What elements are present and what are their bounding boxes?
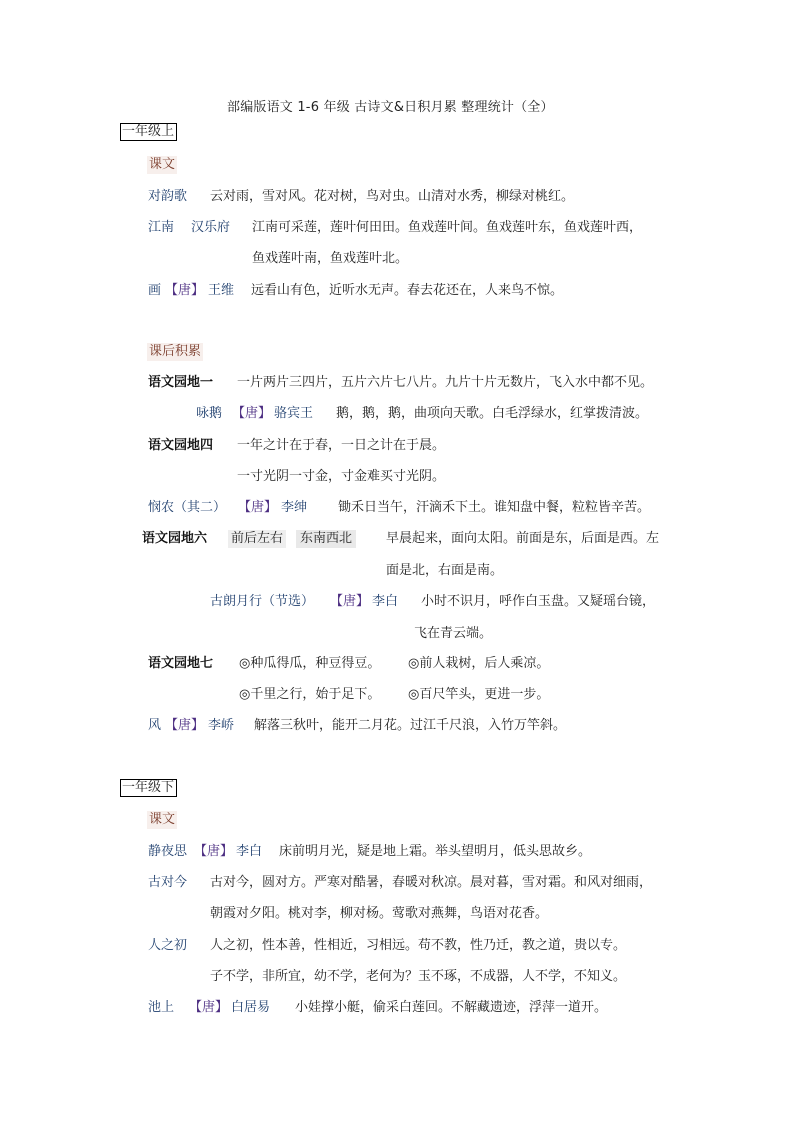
poem-author-jingyesi: 李白 <box>236 844 263 859</box>
poem-dynasty-jingyesi: 【唐】 <box>194 844 234 859</box>
poem-line-gulangyuexing-1: 小时不识月，呼作白玉盘。又疑瑶台镜， <box>421 594 656 609</box>
poem-source-jiangnan: 汉乐府 <box>191 220 231 235</box>
poem-title-minnong: 悯农（其二） <box>148 500 227 515</box>
tag-qianhouzuoyou: 前后左右 <box>228 530 286 548</box>
section-label-kewen-1b: 课文 <box>149 812 176 827</box>
poem-title-jingyesi: 静夜思 <box>148 844 188 859</box>
poem-dynasty-feng: 【唐】 <box>165 718 205 733</box>
yuwen-yuandi-4-label: 语文园地四 <box>148 438 214 453</box>
poem-title-hua: 画 <box>148 283 162 298</box>
yuwen-yuandi-6-label: 语文园地六 <box>142 531 208 546</box>
poem-author-chishang: 白居易 <box>231 1000 271 1015</box>
poem-title-renzhichu: 人之初 <box>148 938 188 953</box>
section-label-kewen: 课文 <box>149 157 176 172</box>
poem-line-guduijin-2: 朝霞对夕阳。桃对李，柳对杨。莺歌对燕舞，鸟语对花香。 <box>210 906 549 921</box>
poem-line-jiangnan-1: 江南可采莲，莲叶何田田。鱼戏莲叶间。鱼戏莲叶东，鱼戏莲叶西， <box>252 220 643 235</box>
poem-text-hua: 远看山有色，近听水无声。春去花还在，人来鸟不惊。 <box>251 283 564 298</box>
poem-text-chishang: 小娃撑小艇，偷采白莲回。不解藏遗迹，浮萍一道开。 <box>295 1000 608 1015</box>
poem-author-minnong: 李绅 <box>281 500 308 515</box>
yuwen-yuandi-1-text: 一片两片三四片，五片六片七八片。九片十片无数片，飞入水中都不见。 <box>237 375 654 390</box>
poem-author-gulangyuexing: 李白 <box>372 594 399 609</box>
poem-text-jingyesi: 床前明月光，疑是地上霜。举头望明月，低头思故乡。 <box>279 844 592 859</box>
poem-title-feng: 风 <box>148 718 162 733</box>
grade-heading-1a: 一年级上 <box>120 123 177 141</box>
yuwen-yuandi-6-line-2: 面是北，右面是南。 <box>386 563 504 578</box>
poem-text-minnong: 锄禾日当午，汗滴禾下土。谁知盘中餐，粒粒皆辛苦。 <box>338 500 651 515</box>
proverb-item-3: ◎千里之行，始于足下。 <box>239 687 381 702</box>
proverb-item-1: ◎种瓜得瓜，种豆得豆。 <box>239 656 381 671</box>
poem-text-feng: 解落三秋叶，能开二月花。过江千尺浪，入竹万竿斜。 <box>254 718 567 733</box>
poem-text-yonge: 鹅，鹅，鹅，曲项向天歌。白毛浮绿水，红掌拨清波。 <box>336 406 649 421</box>
poem-line-renzhichu-1: 人之初，性本善，性相近，习相远。苟不教，性乃迁，教之道，贵以专。 <box>210 938 627 953</box>
poem-dynasty-yonge: 【唐】 <box>232 406 272 421</box>
yuwen-yuandi-4-line-1: 一年之计在于春，一日之计在于晨。 <box>237 438 446 453</box>
poem-text-duiyunge: 云对雨，雪对风。花对树，鸟对虫。山清对水秀，柳绿对桃红。 <box>210 189 575 204</box>
poem-title-duiyunge: 对韵歌 <box>148 189 188 204</box>
section-label-kehou: 课后积累 <box>149 344 202 359</box>
yuwen-yuandi-7-label: 语文园地七 <box>148 656 214 671</box>
poem-title-gulangyuexing: 古朗月行（节选） <box>210 594 315 609</box>
yuwen-yuandi-4-line-2: 一寸光阴一寸金，寸金难买寸光阴。 <box>237 469 446 484</box>
poem-line-guduijin-1: 古对今，圆对方。严寒对酷暑，春暖对秋凉。晨对暮，雪对霜。和风对细雨， <box>210 875 653 890</box>
grade-heading-1b: 一年级下 <box>120 779 177 797</box>
poem-author-yonge: 骆宾王 <box>274 406 314 421</box>
poem-author-feng: 李峤 <box>208 718 235 733</box>
poem-dynasty-chishang: 【唐】 <box>189 1000 229 1015</box>
yuwen-yuandi-6-line-1: 早晨起来，面向太阳。前面是东，后面是西。左 <box>386 531 660 546</box>
yuwen-yuandi-1-label: 语文园地一 <box>148 375 214 390</box>
poem-author-hua: 王维 <box>208 283 235 298</box>
poem-title-guduijin: 古对今 <box>148 875 188 890</box>
poem-title-yonge: 咏鹅 <box>196 406 223 421</box>
poem-line-jiangnan-2: 鱼戏莲叶南，鱼戏莲叶北。 <box>252 251 409 266</box>
poem-title-jiangnan: 江南 <box>148 220 175 235</box>
poem-title-chishang: 池上 <box>148 1000 175 1015</box>
proverb-item-2: ◎前人栽树，后人乘凉。 <box>408 656 550 671</box>
document-title: 部编版语文 1-6 年级 古诗文&日积月累 整理统计（全） <box>227 100 554 115</box>
poem-dynasty-minnong: 【唐】 <box>238 500 278 515</box>
poem-dynasty-gulangyuexing: 【唐】 <box>330 594 370 609</box>
poem-dynasty-hua: 【唐】 <box>165 283 205 298</box>
poem-line-gulangyuexing-2: 飞在青云端。 <box>414 626 493 641</box>
proverb-item-4: ◎百尺竿头，更进一步。 <box>408 687 550 702</box>
poem-line-renzhichu-2: 子不学，非所宜，幼不学，老何为？玉不琢，不成器，人不学，不知义。 <box>210 969 627 984</box>
tag-dongnanxibei: 东南西北 <box>296 530 356 548</box>
